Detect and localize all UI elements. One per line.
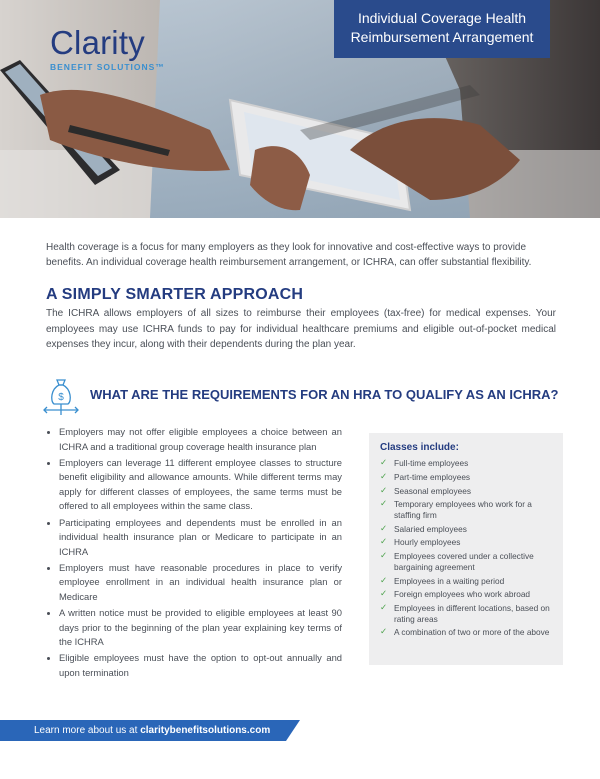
money-bag-icon	[42, 376, 80, 416]
checkmark-icon: ✓	[380, 603, 388, 614]
class-item	[380, 537, 553, 548]
checkmark-icon: ✓	[380, 523, 388, 534]
brand-name: Clarity	[50, 24, 145, 61]
classes-title: Classes include:	[380, 442, 459, 453]
classes-panel	[369, 433, 563, 665]
title-line-2: Reimbursement Arrangement	[350, 29, 534, 45]
requirement-item: A written notice must be provided to eligible employees at least 90 days prior to the beginning of the plan year explaining key terms of the ICHRA	[46, 606, 342, 650]
checkmark-icon: ✓	[380, 458, 388, 468]
smarter-heading-bold: SMARTER APPROACH	[125, 286, 304, 303]
class-label: Foreign employees who work abroad	[394, 589, 531, 600]
requirement-item: Employers can leverage 11 different employee classes to structure benefit eligibility and allowance amounts. While different terms may apply for different classes of employees, the same terms must be offered to all employees within the same class.	[46, 456, 342, 514]
requirement-item: Participating employees and dependents must be enrolled in an individual health insurance plan or Medicare to participate in an ICHRA	[46, 516, 342, 560]
class-label: Hourly employees	[394, 537, 461, 548]
brand-tagline: BENEFIT SOLUTIONS™	[50, 62, 165, 72]
checkmark-icon: ✓	[380, 575, 388, 586]
class-label: Salaried employees	[394, 523, 467, 534]
footer-url[interactable]: claritybenefitsolutions.com	[140, 725, 271, 736]
class-item	[380, 486, 553, 497]
checkmark-icon: ✓	[380, 499, 388, 510]
class-item	[380, 576, 553, 587]
requirement-item: Eligible employees must have the option to opt-out annually and upon termination	[46, 651, 342, 680]
requirement-item: Employers must have reasonable procedures in place to verify employee enrollment in an individual health insurance plan or Medicare	[46, 561, 342, 605]
class-item	[380, 472, 553, 483]
class-label: Part-time employees	[394, 471, 471, 482]
class-label: A combination of two or more of the above	[394, 627, 550, 638]
requirement-item: Employers may not offer eligible employees a choice between an ICHRA and a traditional group coverage health insurance plan	[46, 425, 342, 454]
intro-paragraph: Health coverage is a focus for many employers as they look for innovative and cost-effective ways to provide benefits. An individual coverage health reimbursement arrangement, or ICHRA, can offer substantial flexibility.	[46, 242, 532, 268]
document-title	[334, 0, 550, 58]
checkmark-icon: ✓	[380, 589, 388, 600]
requirements-heading-prefix: WHAT ARE THE REQUIREMENTS FOR	[90, 387, 331, 402]
class-item	[380, 627, 553, 638]
class-item	[380, 551, 553, 572]
requirements-list	[46, 425, 342, 682]
class-item	[380, 603, 553, 624]
classes-list	[380, 458, 553, 638]
title-line-1: Individual Coverage Health	[357, 10, 527, 26]
svg-text:$: $	[58, 392, 64, 403]
class-item	[380, 458, 553, 469]
smarter-approach-body: The ICHRA allows employers of all sizes to reimburse their employees (tax-free) for medical expenses. Your employees may use ICHRA funds to pay for individual healthcare premiums and eligible out-of-pocket medical expenses they incur, along with their dependents during the plan year.	[46, 308, 556, 350]
checkmark-icon: ✓	[380, 627, 388, 638]
footer-prefix: Learn more about us at	[34, 725, 141, 736]
requirements-heading	[90, 387, 559, 402]
class-item	[380, 589, 553, 600]
checkmark-icon: ✓	[380, 471, 388, 482]
class-label: Temporary employees who work for a staffing firm	[394, 499, 532, 520]
brand-logo	[50, 26, 165, 72]
checkmark-icon: ✓	[380, 551, 388, 562]
checkmark-icon: ✓	[380, 485, 388, 496]
checkmark-icon: ✓	[380, 537, 388, 548]
class-label: Employees covered under a collective bargaining agreement	[394, 551, 534, 572]
smarter-approach-heading	[46, 286, 303, 304]
class-label: Employees in different locations, based on rating areas	[394, 603, 550, 624]
class-item	[380, 499, 553, 520]
class-label: Employees in a waiting period	[394, 575, 505, 586]
class-label: Full-time employees	[394, 458, 469, 468]
smarter-heading-prefix: A SIMPLY	[46, 286, 126, 303]
class-item	[380, 524, 553, 535]
class-label: Seasonal employees	[394, 485, 472, 496]
footer-link[interactable]	[34, 725, 270, 736]
requirements-heading-bold: AN HRA TO QUALIFY AS AN ICHRA?	[330, 387, 559, 402]
